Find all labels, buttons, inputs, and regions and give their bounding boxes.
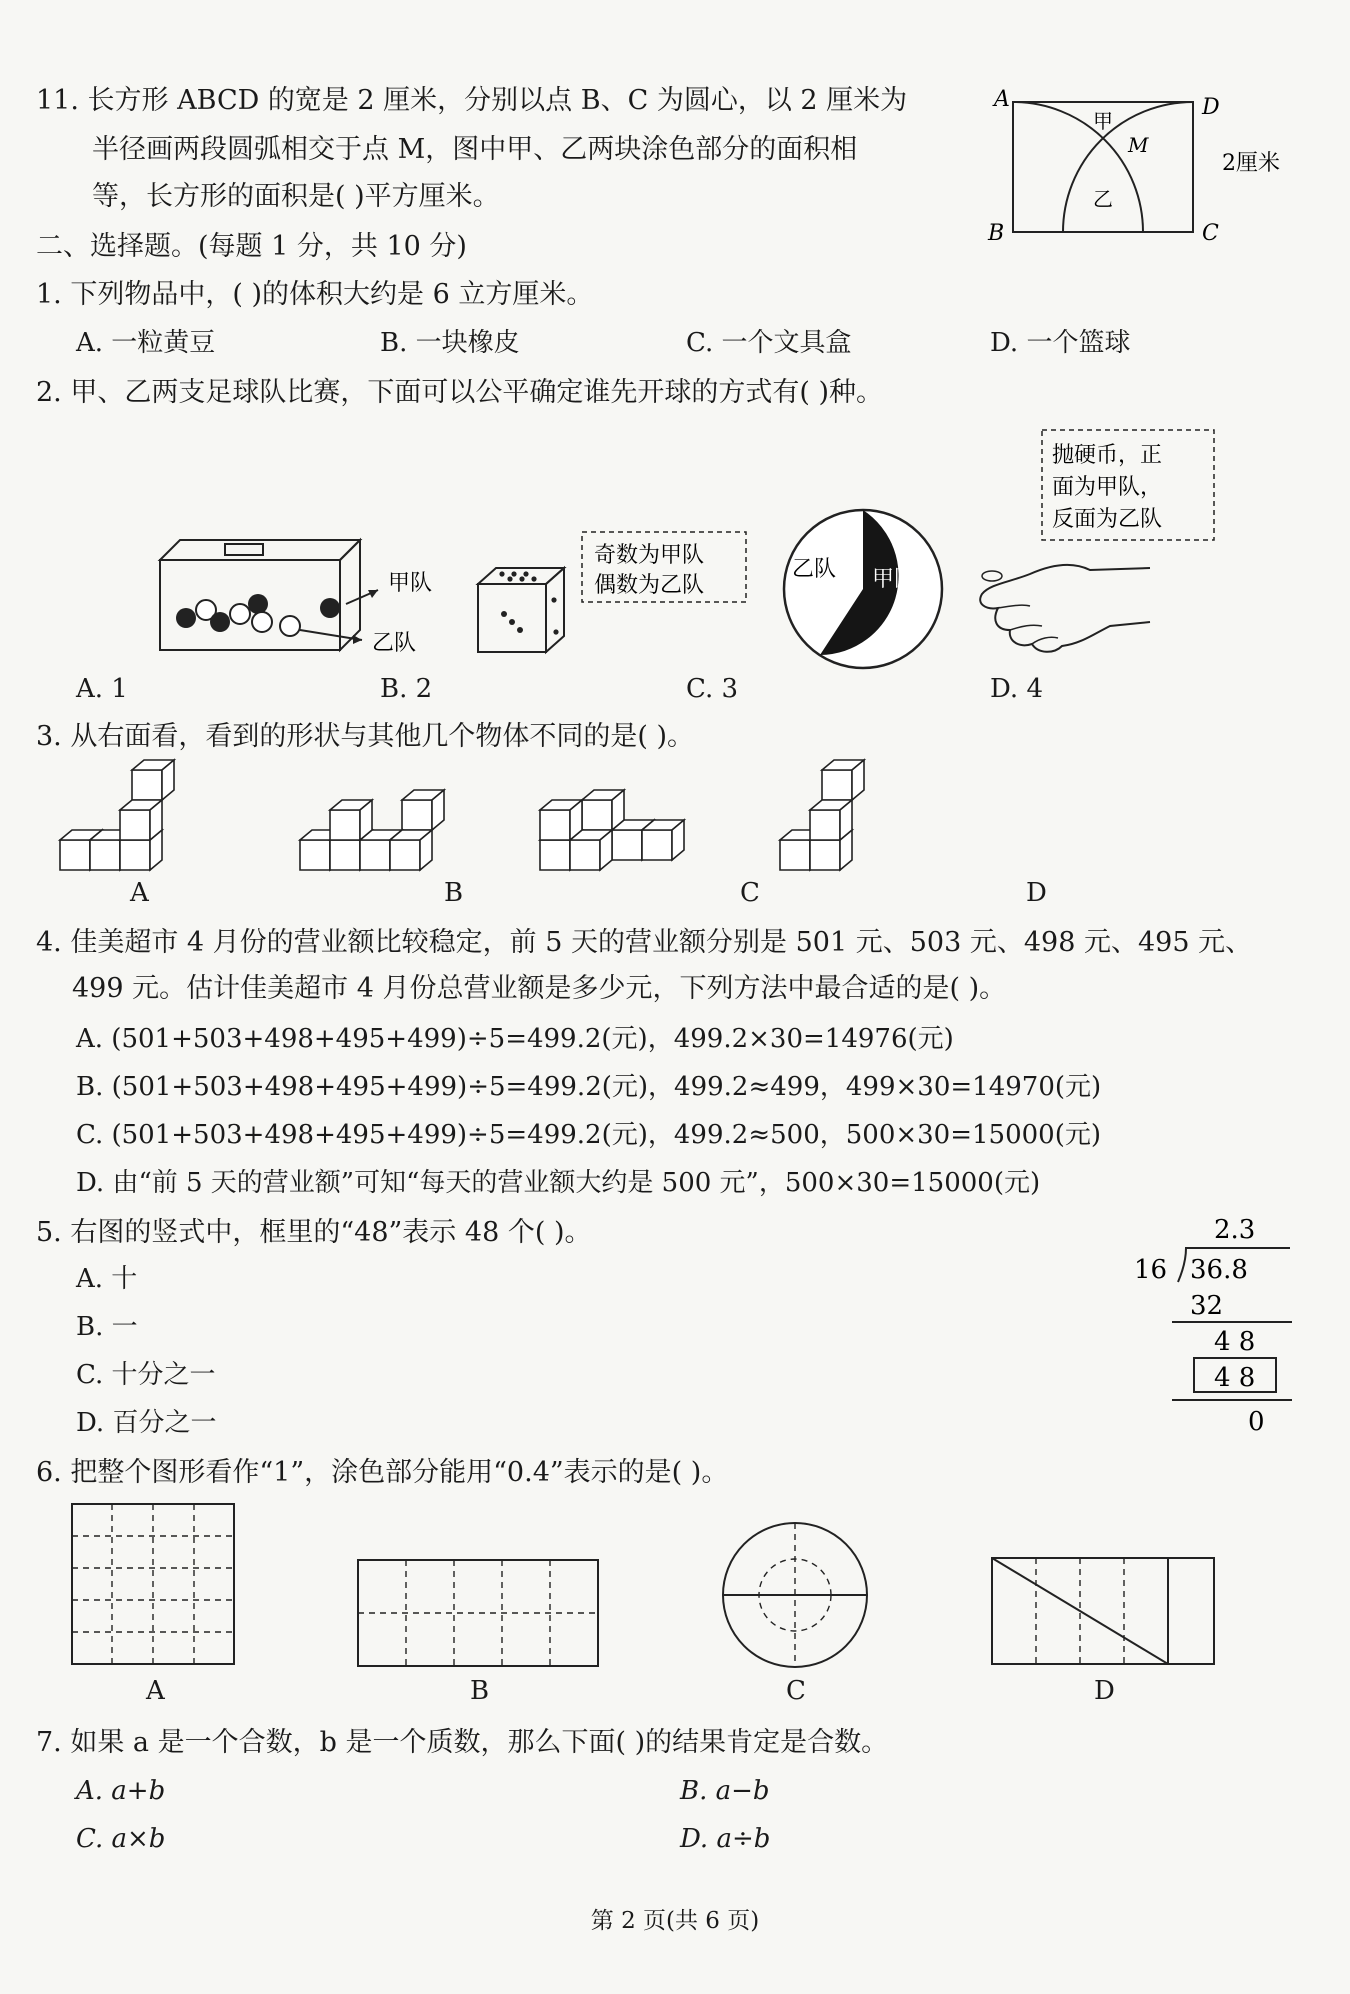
page-footer: 第 2 页(共 6 页) [590, 1908, 760, 1934]
region-yi-label: 乙 [1093, 187, 1113, 211]
coin-note-line2: 面为甲队， [1052, 475, 1163, 500]
ball-box-figure [150, 530, 450, 670]
q4-stem-line2: 499 元。估计佳美超市 4 月份总营业额是多少元，下列方法中最合适的是( )。 [72, 973, 1007, 1004]
q3-label-a: A [130, 878, 149, 908]
point-m-label: M [1128, 133, 1149, 157]
spinner-jia-label: 甲队 [872, 567, 917, 592]
q6-figure-c [720, 1520, 870, 1670]
q3-label-c: C [740, 878, 760, 908]
dice-note-box [580, 530, 750, 606]
division-dividend: 36.8 [1190, 1255, 1248, 1285]
coin-note-line1: 抛硬币，正 [1052, 443, 1163, 468]
spinner-yi-label: 乙队 [792, 557, 837, 582]
q6-label-a: A [146, 1676, 165, 1706]
coin-note-line3: 反面为乙队 [1052, 507, 1163, 532]
q11-line3: 等，长方形的面积是( )平方厘米。 [92, 181, 500, 212]
q7-option-d: D. a÷b [680, 1824, 771, 1854]
q3-label-b: B [444, 878, 464, 908]
q1-option-b: B. 一块橡皮 [380, 328, 520, 358]
division-quotient: 2.3 [1214, 1215, 1256, 1245]
q11-line2: 半径画两段圆弧相交于点 M，图中甲、乙两块涂色部分的面积相 [92, 134, 858, 165]
q6-label-b: B [470, 1676, 490, 1706]
section-title: 二、选择题。(每题 1 分，共 10 分) [36, 231, 467, 262]
q6-stem: 6. 把整个图形看作“1”，涂色部分能用“0.4”表示的是( )。 [36, 1457, 729, 1488]
division-remainder: 0 [1248, 1407, 1265, 1437]
q4-option-a: A. (501+503+498+495+499)÷5=499.2(元)，499.2×30=14976(元) [76, 1024, 954, 1054]
point-c-label: C [1202, 221, 1219, 246]
rectangle-arc-figure [980, 80, 1320, 250]
box-jia-label: 甲队 [388, 571, 433, 596]
q1-option-c: C. 一个文具盒 [686, 328, 852, 358]
cube-views-figure [60, 764, 1160, 874]
q4-option-b: B. (501+503+498+495+499)÷5=499.2(元)，499.2≈499，499×30=14970(元) [76, 1072, 1102, 1102]
q6-label-c: C [786, 1676, 806, 1706]
width-label: 2厘米 [1222, 151, 1280, 176]
q7-option-b: B. a−b [680, 1776, 770, 1806]
q2-stem: 2. 甲、乙两支足球队比赛，下面可以公平确定谁先开球的方式有( )种。 [36, 377, 883, 408]
dice-note-line2: 偶数为乙队 [594, 573, 705, 598]
region-jia-label: 甲 [1093, 109, 1113, 133]
q7-option-c: C. a×b [76, 1824, 166, 1854]
coin-note-box [1040, 428, 1220, 544]
q7-stem: 7. 如果 a 是一个合数，b 是一个质数，那么下面( )的结果肯定是合数。 [36, 1727, 889, 1758]
q6-figure-b [356, 1558, 602, 1670]
q11-line1: 11. 长方形 ABCD 的宽是 2 厘米，分别以点 B、C 为圆心，以 2 厘米为 [36, 85, 908, 116]
q4-option-d: D. 由“前 5 天的营业额”可知“每天的营业额大约是 500 元”，500×30=15000(元) [76, 1168, 1041, 1198]
spinner-figure [778, 504, 948, 674]
q4-option-c: C. (501+503+498+495+499)÷5=499.2(元)，499.2≈500，500×30=15000(元) [76, 1120, 1102, 1150]
dice-note-line1: 奇数为甲队 [594, 543, 705, 568]
q5-option-d: D. 百分之一 [76, 1408, 217, 1438]
point-d-label: D [1202, 95, 1220, 120]
q1-option-d: D. 一个篮球 [990, 328, 1131, 358]
hand-coin-icon [970, 548, 1160, 658]
q5-stem: 5. 右图的竖式中，框里的“48”表示 48 个( )。 [36, 1217, 592, 1248]
long-division-figure [1120, 1208, 1320, 1438]
q6-figure-d [990, 1556, 1218, 1668]
q2-option-d: D. 4 [990, 674, 1043, 704]
q6-figure-a [70, 1502, 240, 1668]
division-step2: 4 8 [1214, 1327, 1256, 1357]
division-boxed-value: 4 8 [1214, 1363, 1256, 1393]
q3-label-d: D [1026, 878, 1047, 908]
q6-label-d: D [1094, 1676, 1115, 1706]
q2-option-c: C. 3 [686, 674, 739, 704]
q5-option-b: B. 一 [76, 1312, 138, 1342]
q1-stem: 1. 下列物品中，( )的体积大约是 6 立方厘米。 [36, 279, 594, 310]
point-b-label: B [988, 221, 1005, 246]
q2-option-a: A. 1 [76, 674, 128, 704]
q5-option-a: A. 十 [76, 1264, 138, 1294]
q4-stem-line1: 4. 佳美超市 4 月份的营业额比较稳定，前 5 天的营业额分别是 501 元、503 元、498 元、495 元、 [36, 927, 1253, 958]
box-yi-label: 乙队 [372, 631, 417, 656]
q2-option-b: B. 2 [380, 674, 433, 704]
q7-option-a: A. a+b [76, 1776, 166, 1806]
division-divisor: 16 [1134, 1255, 1168, 1285]
point-a-label: A [994, 87, 1010, 112]
dice-figure [474, 560, 574, 660]
q1-option-a: A. 一粒黄豆 [76, 328, 216, 358]
q3-stem: 3. 从右面看，看到的形状与其他几个物体不同的是( )。 [36, 721, 694, 752]
q5-option-c: C. 十分之一 [76, 1360, 216, 1390]
division-step1: 32 [1190, 1291, 1224, 1321]
